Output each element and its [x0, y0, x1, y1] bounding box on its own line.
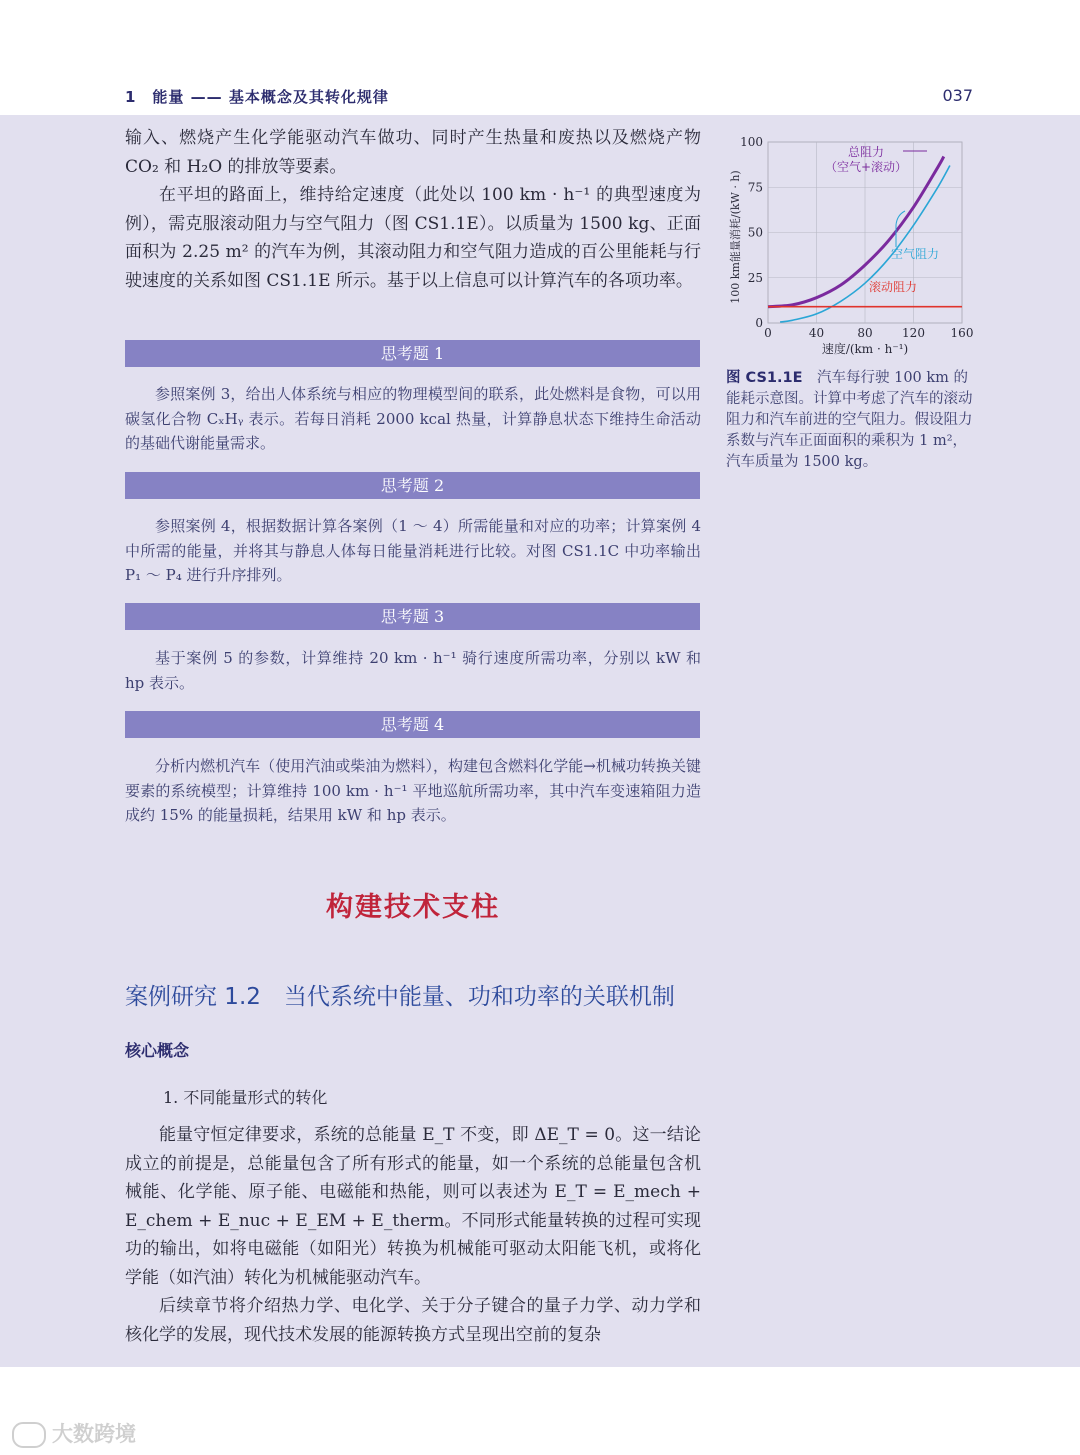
- question-4-text: 分析内燃机汽车（使用汽油或柴油为燃料），构建包含燃料化学能→机械功转换关键要素的系统模型；计算维持 100 km · h⁻¹ 平地巡航所需功率，其中汽车变速箱阻力造成约 15% 的能量损耗，结果用 kW 和 hp 表示。: [125, 757, 701, 824]
- chapter-title: 1 能量 —— 基本概念及其转化规律: [125, 88, 389, 106]
- total-label-line2: （空气+滚动）: [824, 160, 908, 174]
- watermark-logo-icon: [12, 1422, 46, 1448]
- question-1-text: 参照案例 3，给出人体系统与相应的物理模型间的联系，此处燃料是食物，可以用碳氢化合物 CₓHᵧ 表示。若每日消耗 2000 kcal 热量，计算静息状态下维持生命活动的基础代谢能量需求。: [125, 385, 701, 452]
- x-tick-label: 40: [808, 326, 825, 340]
- y-tick-label: 100: [740, 135, 763, 149]
- x-tick-label: 120: [902, 326, 925, 340]
- figure-caption: [726, 368, 978, 473]
- running-head: [0, 0, 1080, 115]
- case-study-title: 案例研究 1.2 当代系统中能量、功和功率的关联机制: [125, 984, 675, 1010]
- section-paragraph-1: 能量守恒定律要求，系统的总能量 E_T 不变，即 ΔE_T = 0。这一结论成立的前提是，总能量包含了所有形式的能量，如一个系统的总能量包含机械能、化学能、原子能、电磁能和热能，则可以表述为 E_T = E_mech + E_chem + E_nuc + E_EM + E_therm。不同形式能量转换的过程可实现功的输出，如将电磁能（如阳光）转换为机械能可驱动太阳能飞机，或将化学能（如汽油）转化为机械能驱动汽车。: [125, 1125, 701, 1288]
- rolling-label: 滚动阻力: [869, 280, 918, 294]
- air-label: 空气阻力: [891, 247, 940, 261]
- y-tick-label: 25: [747, 270, 763, 285]
- figure-label: 图 CS1.1E: [726, 370, 803, 386]
- question-2-header: 思考题 2: [125, 472, 700, 499]
- y-tick-label: 50: [747, 225, 763, 240]
- section-title: 构建技术支柱: [326, 892, 500, 923]
- total-label-line1: 总阻力: [847, 145, 885, 159]
- watermark-text: 大数跨境: [52, 1422, 136, 1446]
- core-concepts-heading: 核心概念: [125, 1041, 190, 1060]
- section-paragraph-2: 后续章节将介绍热力学、电化学、关于分子键合的量子力学、动力学和核化学的发展，现代技术发展的能源转换方式呈现出空前的复杂: [125, 1296, 701, 1345]
- question-1-header: 思考题 1: [125, 340, 700, 367]
- y-tick-label: 75: [747, 180, 763, 195]
- subsection-title: 1. 不同能量形式的转化: [163, 1088, 328, 1107]
- x-tick-label: 80: [857, 326, 873, 340]
- question-3-text: 基于案例 5 的参数，计算维持 20 km · h⁻¹ 骑行速度所需功率，分别以 kW 和 hp 表示。: [125, 649, 701, 692]
- page-number: 037: [942, 86, 973, 105]
- energy-chart: [725, 125, 985, 365]
- question-3-header: 思考题 3: [125, 603, 700, 630]
- x-tick-label: 160: [950, 326, 974, 340]
- intro-paragraph-2: 在平坦的路面上，维持给定速度（此处以 100 km · h⁻¹ 的典型速度为例），需克服滚动阻力与空气阻力（图 CS1.1E）。以质量为 1500 kg、正面面积为 2.25 m² 的汽车为例，其滚动阻力和空气阻力造成的百公里能耗与行驶速度的关系如图 CS1.1E 所示。基于以上信息可以计算汽车的各项功率。: [125, 185, 701, 291]
- question-4-header: 思考题 4: [125, 711, 700, 738]
- watermark: [12, 1418, 136, 1448]
- x-axis-label: 速度/(km · h⁻¹): [821, 342, 909, 356]
- question-2-text: 参照案例 4，根据数据计算各案例（1 ～ 4）所需能量和对应的功率；计算案例 4 中所需的能量，并将其与静息人体每日能量消耗进行比较。对图 CS1.1C 中功率输出 P₁ ～ P₄ 进行升序排列。: [125, 517, 701, 584]
- chart-svg: [725, 125, 985, 365]
- y-tick-label: 0: [755, 316, 763, 330]
- figure-caption-text: 汽车每行驶 100 km 的能耗示意图。计算中考虑了汽车的滚动阻力和汽车前进的空气阻力。假设阻力系数与汽车正面面积的乘积为 1 m²，汽车质量为 1500 kg。: [726, 370, 973, 470]
- y-axis-label: 100 km能量消耗/(kW · h): [729, 170, 742, 304]
- intro-paragraph-1: 输入、燃烧产生化学能驱动汽车做功、同时产生热量和废热以及燃烧产物 CO₂ 和 H₂O 的排放等要素。: [125, 128, 701, 177]
- x-tick-label: 0: [764, 326, 772, 340]
- series-line: [768, 157, 944, 307]
